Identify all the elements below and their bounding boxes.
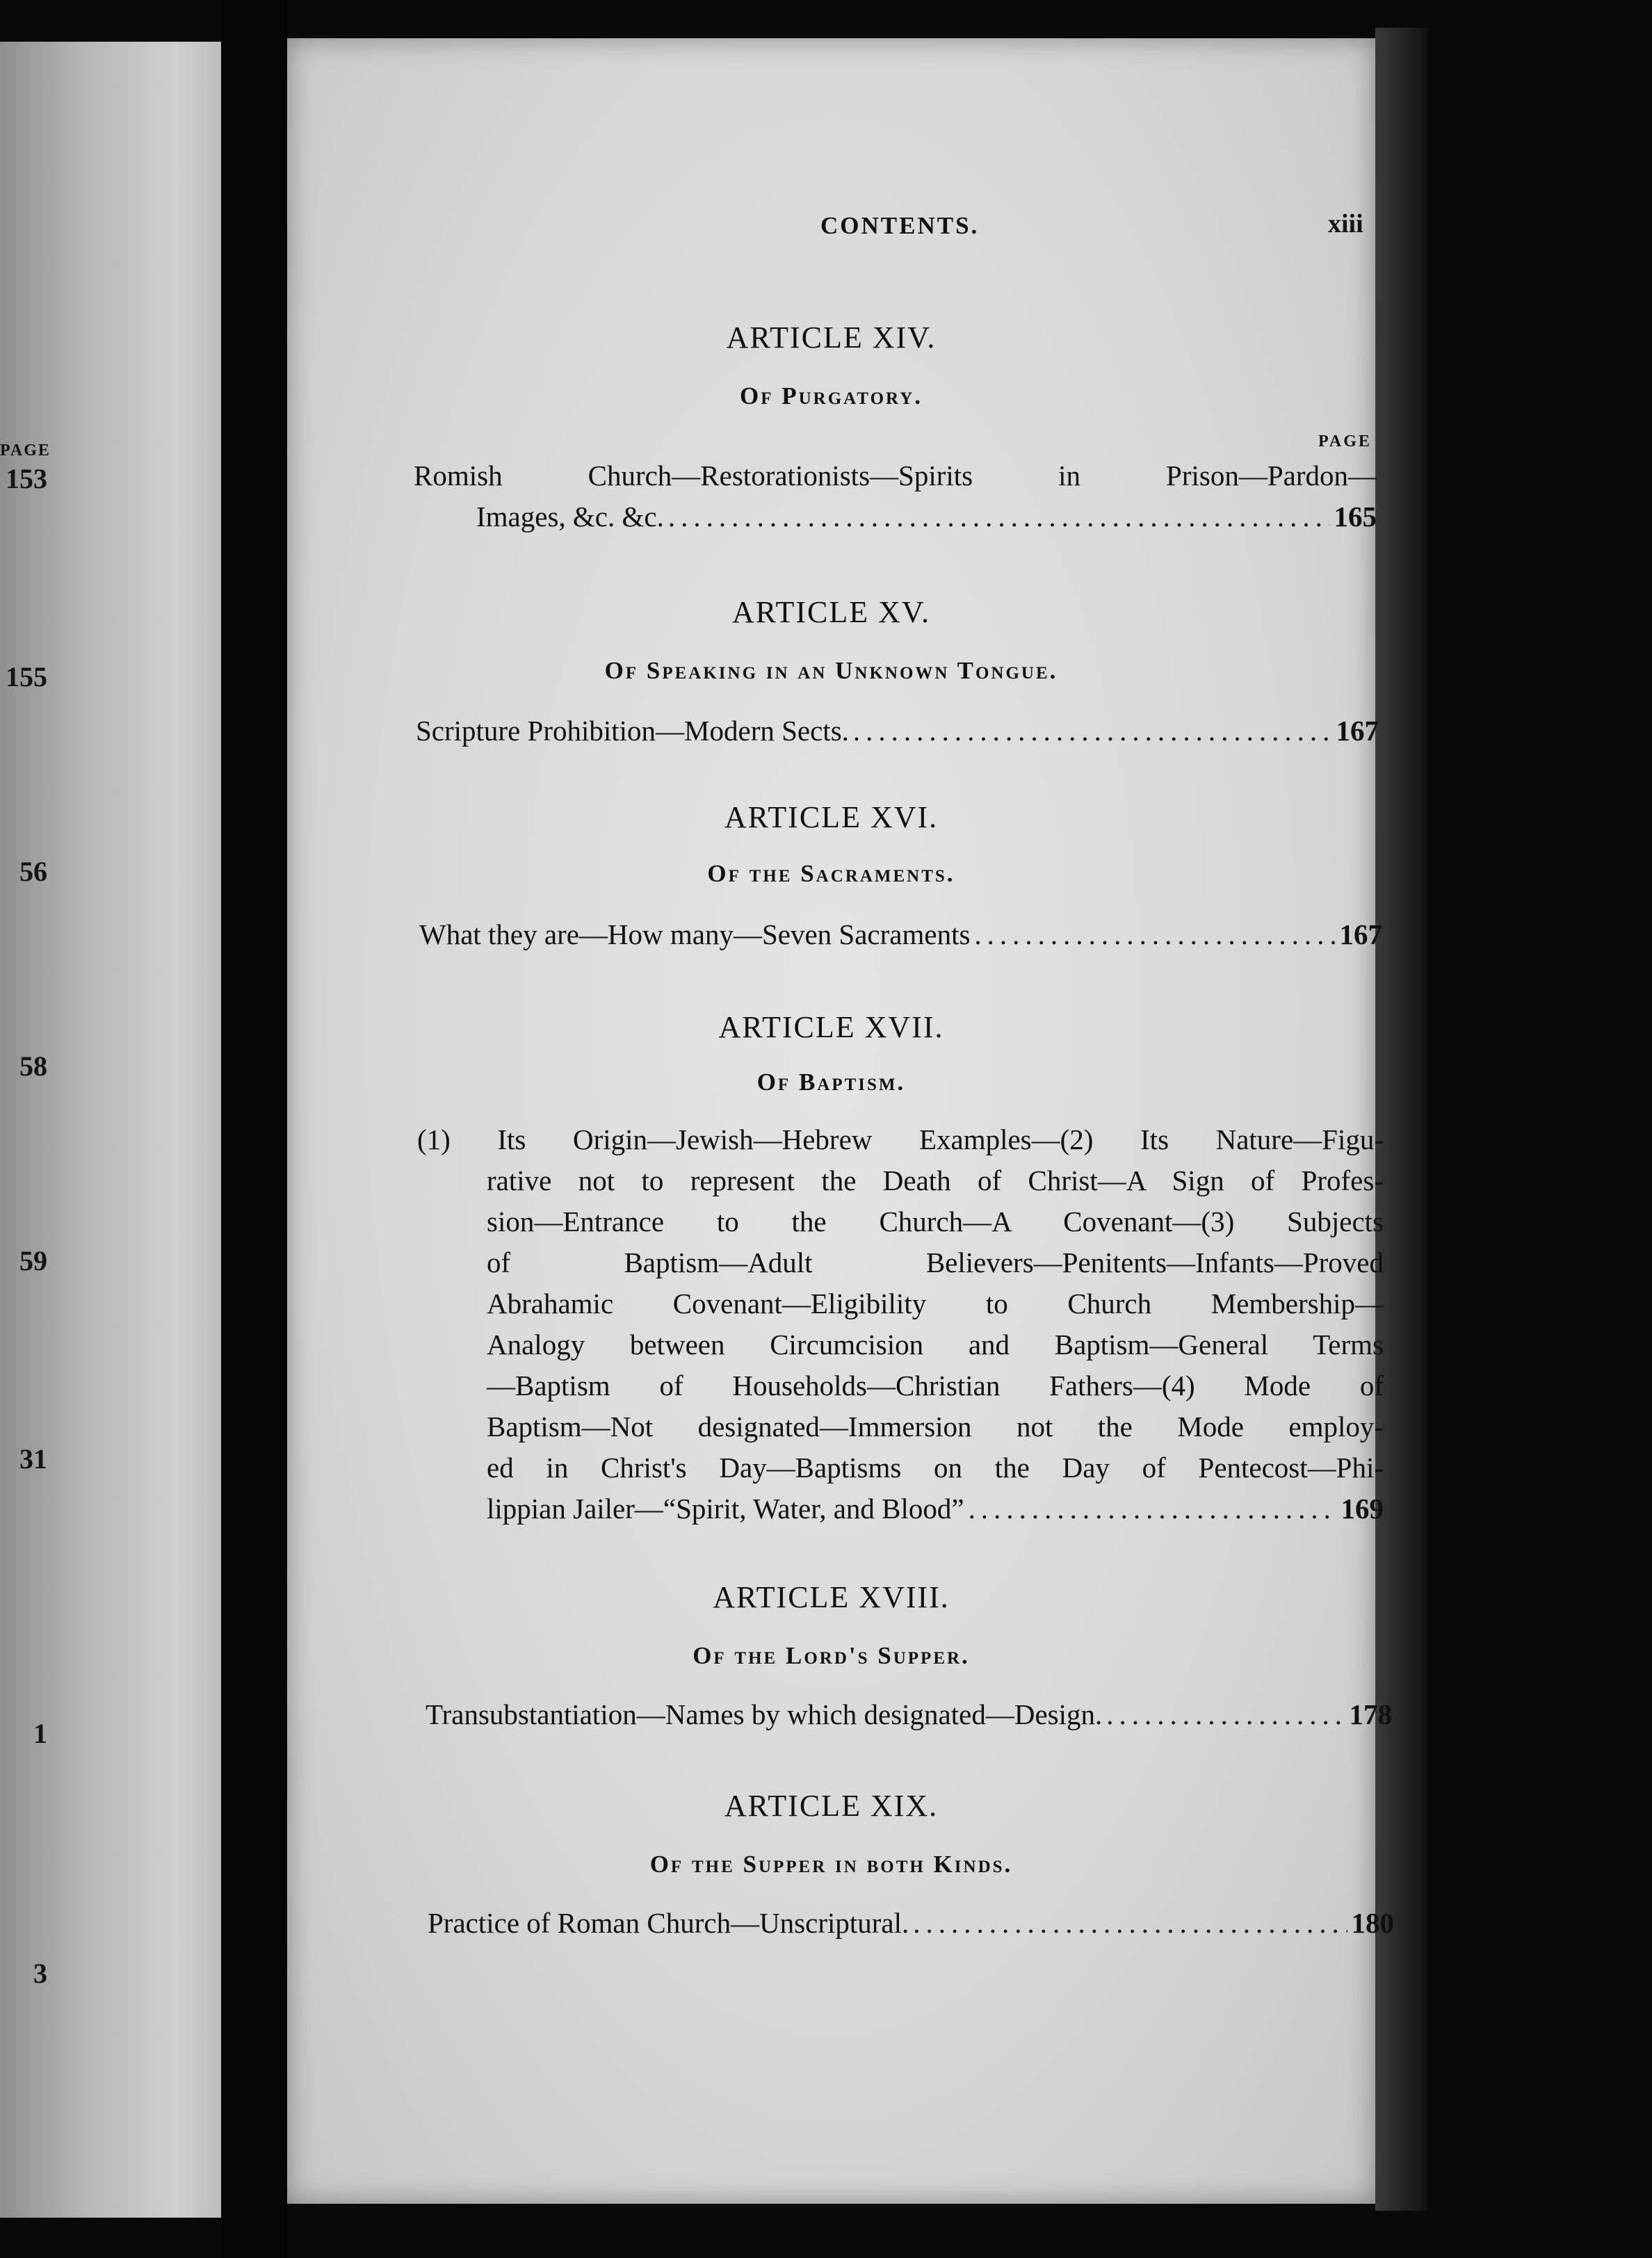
- article-heading: ARTICLE XVI.: [724, 800, 939, 834]
- entry-text-line: Romish Church—Restorationists—Spirits in Prison—Pardon—: [414, 460, 1377, 492]
- dot-leader: [974, 914, 1335, 955]
- entry-text-line: Baptism—Not designated—Immersion not the Mode employ-: [487, 1411, 1384, 1443]
- entry-leader-line: [476, 496, 1377, 537]
- entry-text-final: What they are—How many—Seven Sacraments: [419, 918, 971, 950]
- entry-text-line: rative not to represent the Death of Christ—A Sign of Profes-: [487, 1164, 1384, 1196]
- entry-leader-line: [428, 1903, 1394, 1944]
- toc-entry: [419, 914, 1382, 955]
- left-page-number: 31: [19, 1443, 47, 1475]
- article-heading: ARTICLE XIX.: [724, 1789, 939, 1823]
- entry-page-number: 180: [1351, 1907, 1394, 1939]
- entry-page-number: 178: [1349, 1698, 1392, 1730]
- toc-entry: [414, 455, 1377, 537]
- left-page-number: 155: [6, 661, 47, 692]
- dot-leader: [969, 1488, 1337, 1529]
- entry-leader-line: [416, 710, 1379, 752]
- entry-page-number: 167: [1339, 918, 1382, 950]
- article-heading: ARTICLE XVIII.: [713, 1580, 950, 1614]
- toc-entry: [428, 1903, 1394, 1944]
- entry-text-line: (1) Its Origin—Jewish—Hebrew Examples—(2) Its Nature—Figu-: [417, 1123, 1384, 1155]
- left-page-number: 59: [19, 1245, 47, 1276]
- left-page-number: 153: [6, 463, 47, 494]
- entry-page-number: 169: [1341, 1493, 1384, 1525]
- article-subheading: Of Purgatory.: [739, 382, 923, 409]
- entry-leader-line: [487, 1488, 1384, 1529]
- dot-leader: [668, 496, 1330, 537]
- running-title: CONTENTS.: [820, 212, 980, 239]
- toc-entry: [416, 710, 1379, 752]
- entry-page-number: 165: [1334, 501, 1377, 533]
- entry-page-number: 167: [1336, 715, 1379, 747]
- entry-text-final: Images, &c. &c.: [476, 501, 664, 533]
- left-page-number: 3: [33, 1958, 47, 1989]
- article-subheading: Of the Supper in both Kinds.: [649, 1851, 1013, 1878]
- dot-leader: [913, 1903, 1347, 1944]
- book-gutter: [221, 0, 287, 2258]
- entry-leader-line: [419, 914, 1382, 955]
- article-subheading: Of Baptism.: [756, 1069, 906, 1096]
- article-subheading: Of Speaking in an Unknown Tongue.: [604, 657, 1058, 684]
- article-heading: ARTICLE XV.: [732, 595, 930, 629]
- entry-text-line: of Baptism—Adult Believers—Penitents—Infants—Proved: [487, 1246, 1384, 1278]
- left-page-number: 1: [33, 1718, 47, 1749]
- toc-entry: [426, 1694, 1392, 1735]
- article-subheading: Of the Lord's Supper.: [693, 1642, 970, 1669]
- entry-text-final: Scripture Prohibition—Modern Sects.: [416, 715, 849, 747]
- left-page-number: 56: [19, 856, 47, 887]
- article-heading: ARTICLE XVII.: [718, 1010, 944, 1044]
- dot-leader: [853, 710, 1332, 752]
- article-heading: ARTICLE XIV.: [726, 320, 937, 355]
- entry-text-line: ed in Christ's Day—Baptisms on the Day of Pentecost—Phi-: [487, 1452, 1384, 1484]
- entry-text-line: Abrahamic Covenant—Eligibility to Church Membership—: [487, 1288, 1384, 1319]
- entry-text-line: Analogy between Circumcision and Baptism—General Terms: [487, 1329, 1384, 1361]
- page-number-roman: xiii: [1328, 209, 1363, 238]
- entry-leader-line: [426, 1694, 1392, 1735]
- article-subheading: Of the Sacraments.: [707, 860, 955, 887]
- entry-text-final: Practice of Roman Church—Unscriptural.: [428, 1907, 909, 1939]
- entry-text-line: sion—Entrance to the Church—A Covenant—(3) Subjects: [487, 1205, 1384, 1237]
- toc-entry: [417, 1119, 1384, 1529]
- entry-text-final: Transubstantiation—Names by which designated—Design.: [426, 1698, 1103, 1730]
- entry-text-line: —Baptism of Households—Christian Fathers—(4) Mode of: [487, 1370, 1384, 1402]
- page-column-label: PAGE: [1318, 432, 1372, 450]
- left-page-column-label: PAGE: [0, 441, 51, 460]
- left-facing-page: [0, 42, 221, 2218]
- dot-leader: [1106, 1694, 1345, 1735]
- left-page-number: 58: [19, 1050, 47, 1082]
- entry-text-final: lippian Jailer—“Spirit, Water, and Blood”: [487, 1493, 964, 1525]
